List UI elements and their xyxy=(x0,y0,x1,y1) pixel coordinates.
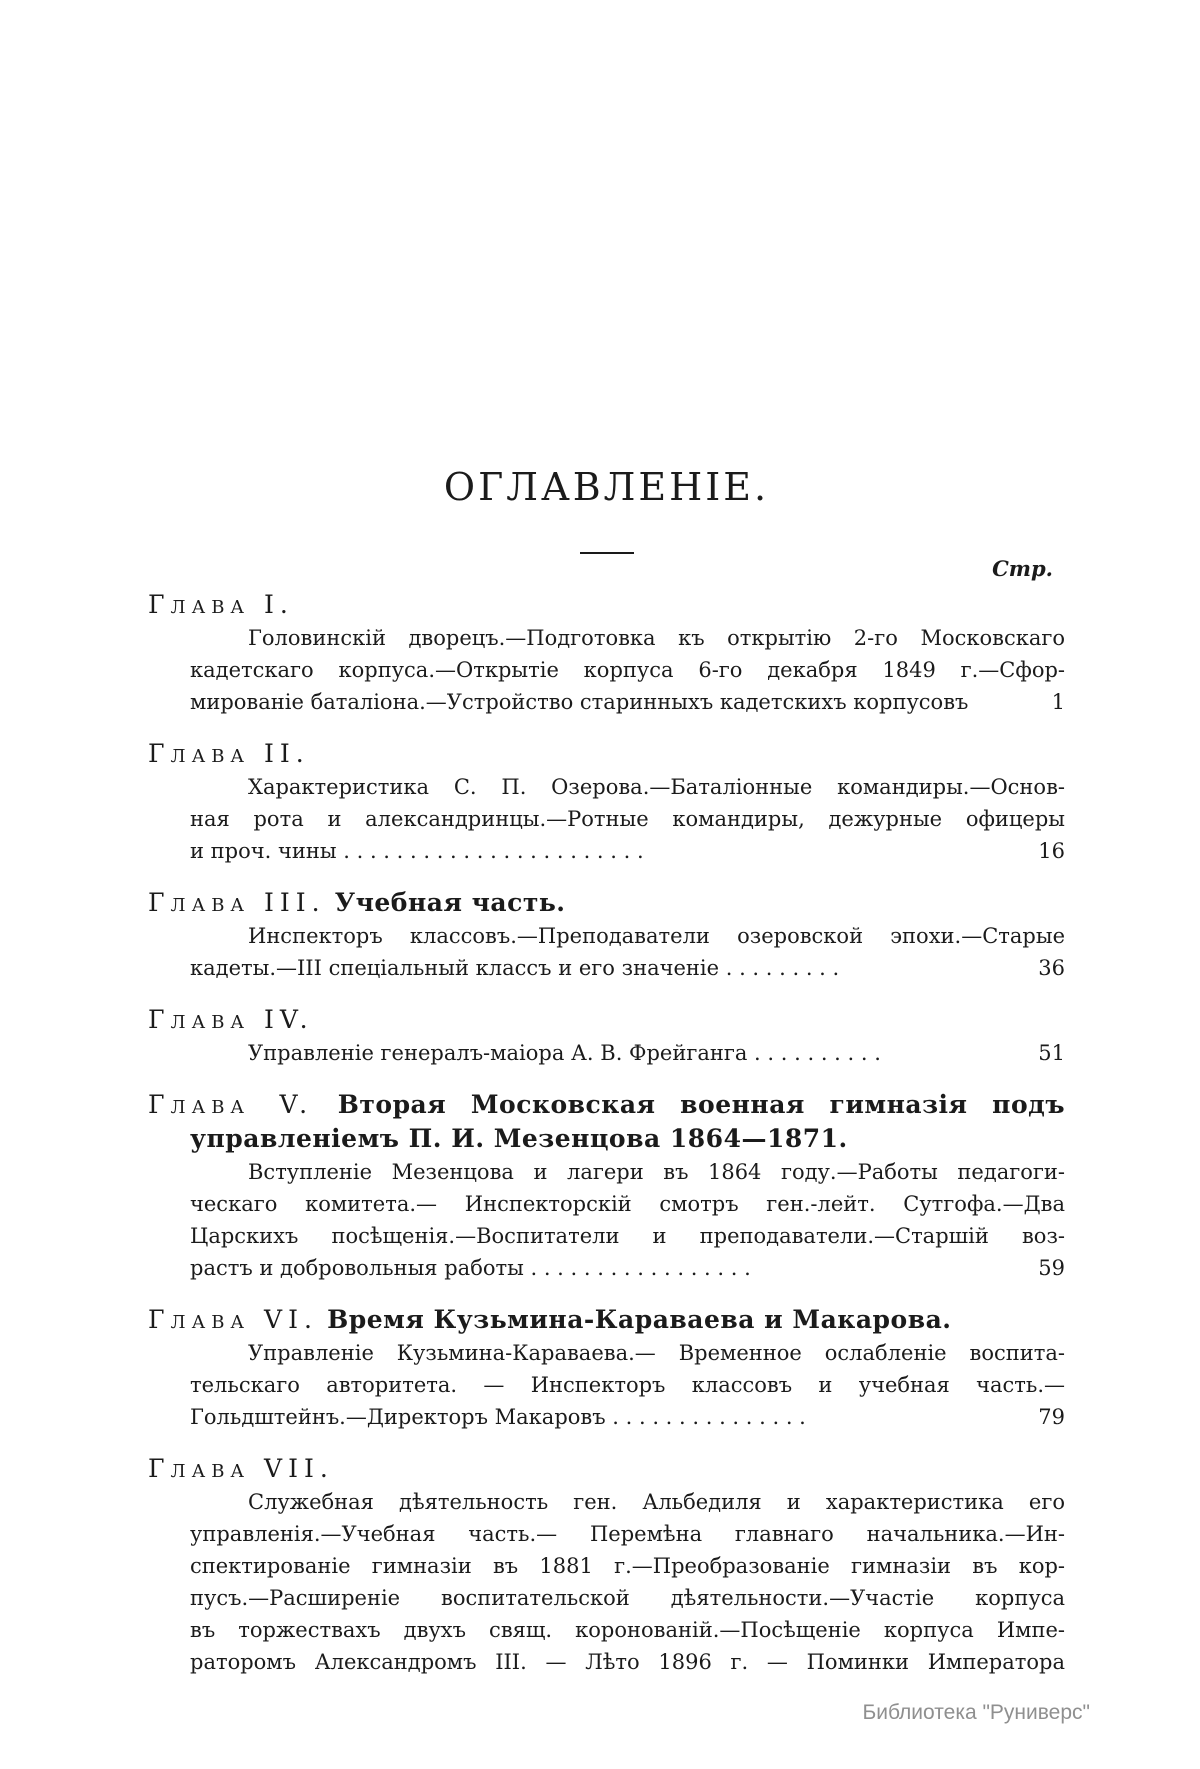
toc-line: раторомъ Александромъ III. — Лѣто 1896 г. — Поминки Императора xyxy=(190,1650,1065,1674)
chapter-page-number: 51 xyxy=(1038,1041,1065,1065)
toc-line-with-page xyxy=(190,1401,1065,1433)
toc-chapter xyxy=(148,1452,1065,1678)
chapter-page-number: 79 xyxy=(1038,1405,1065,1429)
toc-line: Управленіе Кузьмина-Караваева.— Временное ослабленіе воспита- xyxy=(248,1341,1065,1365)
toc-line-text: мированіе баталіона.—Устройство старинныхъ кадетскихъ корпусовъ xyxy=(190,690,969,714)
chapter-page-number: 1 xyxy=(1051,690,1065,714)
chapter-description xyxy=(190,1337,1065,1433)
toc-line: Инспекторъ классовъ.—Преподаватели озеровской эпохи.—Старые xyxy=(248,924,1065,948)
title-divider xyxy=(580,552,634,554)
chapter-label: Глава IV. xyxy=(148,1005,314,1034)
chapter-heading xyxy=(148,1452,1065,1486)
toc-line-with-page xyxy=(190,1037,1065,1069)
toc-line-with-page xyxy=(190,1252,1065,1284)
chapter-heading xyxy=(148,1003,1065,1037)
chapter-description xyxy=(190,622,1065,718)
chapter-label: Глава II. xyxy=(148,739,310,768)
toc-chapter xyxy=(148,588,1065,718)
toc-line: Вступленіе Мезенцова и лагери въ 1864 году.—Работы педагоги- xyxy=(248,1160,1065,1184)
toc-line: ческаго комитета.— Инспекторскій смотръ ген.-лейт. Сутгофа.—Два xyxy=(190,1192,1065,1216)
chapter-description xyxy=(190,1037,1065,1069)
toc-chapter xyxy=(148,1088,1065,1284)
toc-chapter xyxy=(148,886,1065,984)
chapter-heading xyxy=(148,1303,1065,1337)
toc-chapter xyxy=(148,1003,1065,1069)
chapter-label: Глава V. xyxy=(148,1090,314,1119)
toc-chapter-list xyxy=(148,588,1065,1678)
toc-line: пусъ.—Расширеніе воспитательской дѣятельности.—Участіе корпуса xyxy=(190,1586,1065,1610)
toc-line: Характеристика С. П. Озерова.—Баталіонные командиры.—Основ- xyxy=(248,775,1065,799)
toc-line: въ торжествахъ двухъ свящ. коронованій.—Посѣщеніе корпуса Импе- xyxy=(190,1618,1065,1642)
chapter-title: Время Кузьмина-Караваева и Макарова. xyxy=(317,1305,952,1334)
chapter-title: Вторая Московская военная гимназія подъ управленіемъ П. И. Мезенцова 1864—1871. xyxy=(190,1090,1065,1153)
chapter-description xyxy=(190,1156,1065,1284)
toc-line-text: Управленіе генералъ-маіора А. В. Фрейганга . . . . . . . . . . xyxy=(248,1041,881,1065)
chapter-title: Учебная часть. xyxy=(325,888,566,917)
toc-line: Царскихъ посѣщенія.—Воспитатели и преподаватели.—Старшій воз- xyxy=(190,1224,1065,1248)
chapter-label: Глава I. xyxy=(148,590,294,619)
chapter-description xyxy=(190,1486,1065,1678)
chapter-page-number: 16 xyxy=(1038,839,1065,863)
chapter-heading xyxy=(148,1088,1065,1156)
toc-line: спектированіе гимназіи въ 1881 г.—Преобразованіе гимназіи въ кор- xyxy=(190,1554,1065,1578)
toc-line-with-page xyxy=(190,686,1065,718)
toc-chapter xyxy=(148,737,1065,867)
toc-line: ная рота и александринцы.—Ротные командиры, дежурные офицеры xyxy=(190,807,1065,831)
toc-line-text: и проч. чины . . . . . . . . . . . . . . . . . . . . . . . xyxy=(190,839,644,863)
page-title: ОГЛАВЛЕНІЕ. xyxy=(443,465,770,509)
chapter-label: Глава VI. xyxy=(148,1305,318,1334)
toc-line-text: Гольдштейнъ.—Директоръ Макаровъ . . . . . . . . . . . . . . . xyxy=(190,1405,806,1429)
page-column-header: Стр. xyxy=(992,556,1053,581)
toc-line: тельскаго авторитета. — Инспекторъ классовъ и учебная часть.— xyxy=(190,1373,1065,1397)
chapter-label: Глава VII. xyxy=(148,1454,334,1483)
chapter-label: Глава III. xyxy=(148,888,326,917)
toc-line: кадетскаго корпуса.—Открытіе корпуса 6-го декабря 1849 г.—Сфор- xyxy=(190,658,1065,682)
chapter-page-number: 36 xyxy=(1038,956,1065,980)
chapter-description xyxy=(190,771,1065,867)
toc-line-text: растъ и добровольныя работы . . . . . . . . . . . . . . . . . xyxy=(190,1256,751,1280)
chapter-heading xyxy=(148,886,1065,920)
chapter-heading xyxy=(148,588,1065,622)
chapter-page-number: 59 xyxy=(1038,1256,1065,1280)
toc-line: Служебная дѣятельность ген. Альбедиля и характеристика его xyxy=(248,1490,1065,1514)
toc-line-text: кадеты.—III спеціальный классъ и его значеніе . . . . . . . . . xyxy=(190,956,840,980)
toc-line-with-page xyxy=(190,835,1065,867)
toc-line: Головинскій дворецъ.—Подготовка къ открытію 2-го Московскаго xyxy=(248,626,1065,650)
chapter-heading xyxy=(148,737,1065,771)
toc-chapter xyxy=(148,1303,1065,1433)
library-watermark: Библиотека "Руниверс" xyxy=(862,1701,1090,1724)
toc-line: управленія.—Учебная часть.— Перемѣна главнаго начальника.—Ин- xyxy=(190,1522,1065,1546)
toc-line-with-page xyxy=(190,952,1065,984)
chapter-description xyxy=(190,920,1065,984)
book-page xyxy=(148,0,1065,1678)
